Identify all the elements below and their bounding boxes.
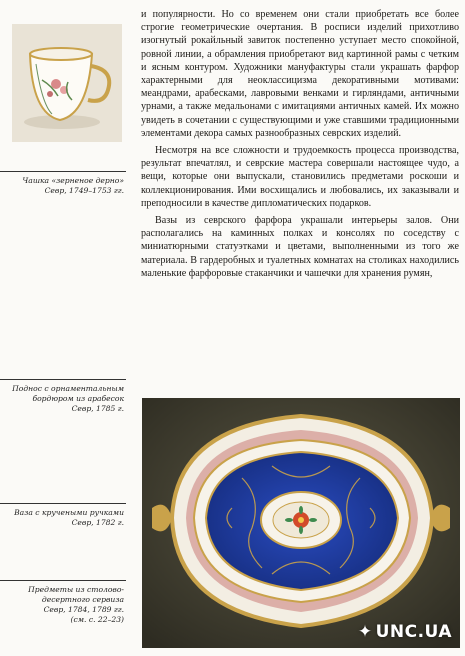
caption-service-ref: (см. с. 22–23) [70, 615, 124, 624]
porcelain-cup-photo [12, 24, 122, 142]
caption-service-title: Предметы из столово-десертного сервиза [28, 585, 124, 604]
porcelain-tray-photo [142, 398, 460, 648]
watermark-text: UNC.UA [375, 622, 452, 642]
caption-cup-line: Севр, 1749–1753 гг. [44, 186, 124, 195]
caption-vase-line: Севр, 1782 г. [71, 518, 124, 527]
left-sidebar [0, 0, 140, 656]
caption-cup-title: Чашка «зерненое дерно» [22, 176, 124, 185]
caption-cup [6, 176, 124, 196]
caption-vase-title: Ваза с кручеными ручками [14, 508, 124, 517]
caption-vase [6, 508, 124, 528]
star-icon: ✦ [357, 622, 373, 642]
paragraph: и популярности. Но со временем они стали приобретать все более строгие геометрические очертания. В росписи изделий прихотливо изогнутый рокайльный завиток постепенно уступает место спокойной, ровной линии, а обрамления приобретают вид картинной рамы с четким и ясным контуром. Художники мануфактуры стали украшать фарфор характерными для неоклассицизма декоративными мотивами: меандрами, арабесками, лавровыми венками и гирляндами, античными урнами, а также медальонами с имитациями античных камей. Их можно увидеть в сочетании с существующими и уже ставшими традиционными элементами декора самых разнообразных севрских изделий. [141, 9, 459, 139]
caption-tray [6, 384, 124, 414]
paragraph: Вазы из севрского фарфора украшали интерьеры залов. Они располагались на каминных полках и консолях по соседству с миниатюрными статуэтками и цветами, выполненными из того же материала. В гардеробных и туалетных комнатах на столиках находились маленькие фарфоровые стаканчики и чашечки для хранения румян, [141, 215, 459, 279]
watermark-logo [358, 622, 452, 642]
caption-tray-title: Поднос с орнаментальным бордюром из арабесок [12, 384, 124, 403]
caption-service [6, 585, 124, 625]
caption-tray-line: Севр, 1785 г. [71, 404, 124, 413]
paragraph: Несмотря на все сложности и трудоемкость процесса производства, результат впечатлял, и севрские мастера совершали настоящее чудо, а вещи, которые они выпускали, становились предметами роскоши и коллекционирования. Ими восхищались и любовались, их заказывали и преподносили в качестве дипломатических подарков. [141, 145, 459, 209]
caption-service-line: Севр, 1784, 1789 гг. [43, 605, 124, 614]
body-text [141, 8, 459, 284]
